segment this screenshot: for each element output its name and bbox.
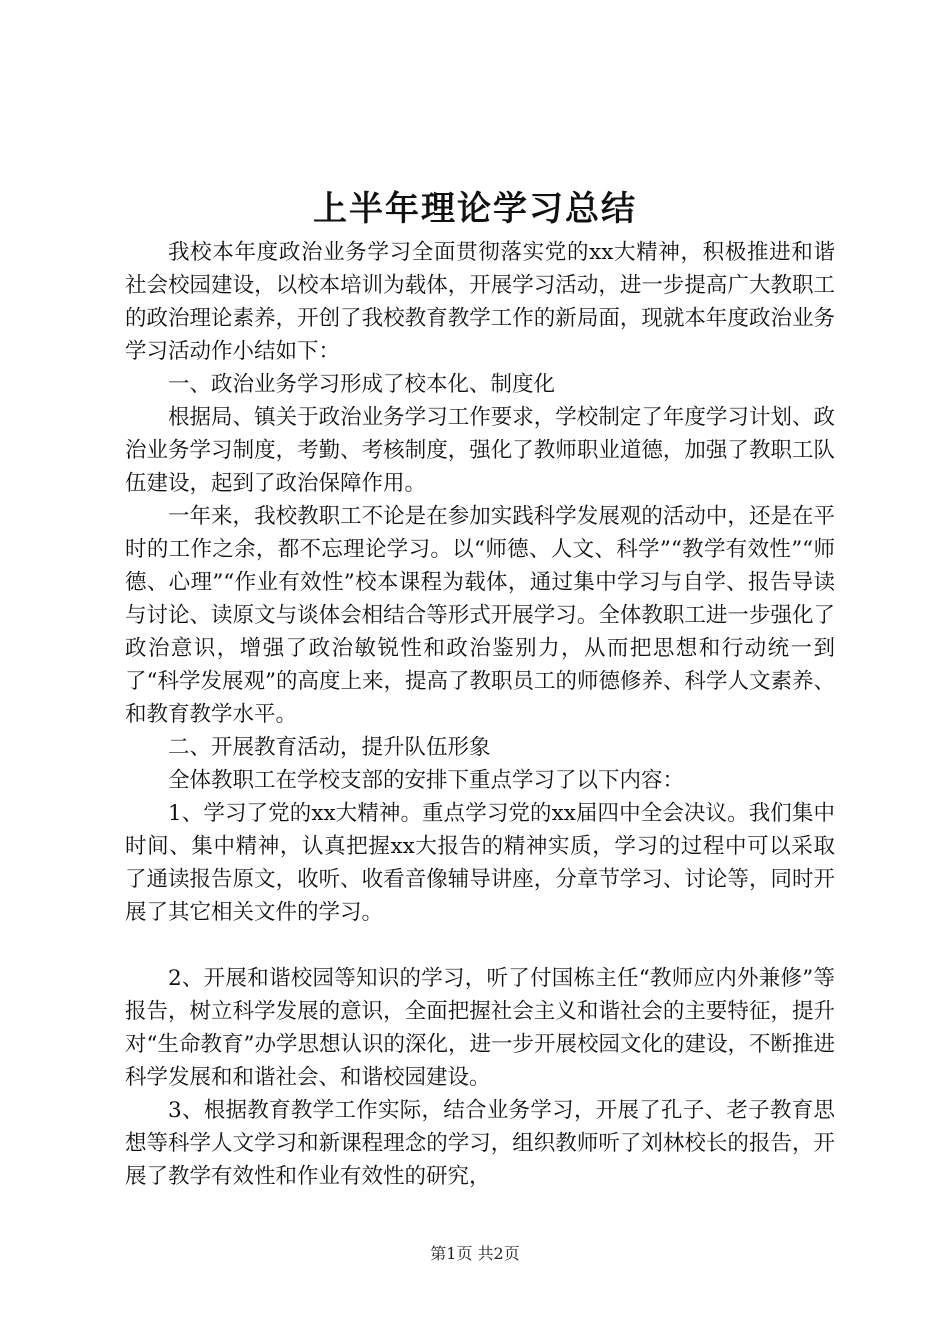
document-body xyxy=(125,236,835,1193)
list-item-3: 3、根据教育教学工作实际，结合业务学习，开展了孔子、老子教育思想等科学人文学习和新课程理念的学习，组织教师听了刘林校长的报告，开展了教学有效性和作业有效性的研究， xyxy=(125,1098,835,1189)
list-item-2: 2、开展和谐校园等知识的学习，听了付国栋主任“教师应内外兼修”等报告，树立科学发展的意识，全面把握社会主义和谐社会的主要特征，提升对“生命教育”办学思想认识的深化，进一步开展校园文化的建设，不断推进科学发展和和谐社会、和谐校园建设。 xyxy=(125,966,835,1090)
paragraph: 根据局、镇关于政治业务学习工作要求，学校制定了年度学习计划、政治业务学习制度，考勤、考核制度，强化了教师职业道德，加强了教职工队伍建设，起到了政治保障作用。 xyxy=(125,405,835,496)
paragraph-intro: 我校本年度政治业务学习全面贯彻落实党的xx大精神，积极推进和谐社会校园建设，以校本培训为载体，开展学习活动，进一步提高广大教职工的政治理论素养，开创了我校教育教学工作的新局面，现就本年度政治业务学习活动作小结如下： xyxy=(125,240,835,364)
document-title: 上半年理论学习总结 xyxy=(313,189,637,229)
section-heading-1: 一、政治业务学习形成了校本化、制度化 xyxy=(168,372,556,397)
page-footer: 第1页 共2页 xyxy=(430,1244,520,1263)
paragraph: 一年来，我校教职工不论是在参加实践科学发展观的活动中，还是在平时的工作之余，都不忘理论学习。以“师德、人文、科学”“教学有效性”“师德、心理”“作业有效性”校本课程为载体，通过集中学习与自学、报告导读与讨论、读原文与谈体会相结合等形式开展学习。全体教职工进一步强化了政治意识，增强了政治敏锐性和政治鉴别力，从而把思想和行动统一到了“科学发展观”的高度上来，提高了教职员工的师德修养、科学人文素养、和教育教学水平。 xyxy=(125,504,835,727)
paragraph: 全体教职工在学校支部的安排下重点学习了以下内容： xyxy=(168,768,685,793)
list-item-1: 1、学习了党的xx大精神。重点学习党的xx届四中全会决议。我们集中时间、集中精神，认真把握xx大报告的精神实质，学习的过程中可以采取了通读报告原文，收听、收看音像辅导讲座，分章节学习、讨论等，同时开展了其它相关文件的学习。 xyxy=(125,801,835,925)
section-heading-2: 二、开展教育活动，提升队伍形象 xyxy=(168,735,491,760)
